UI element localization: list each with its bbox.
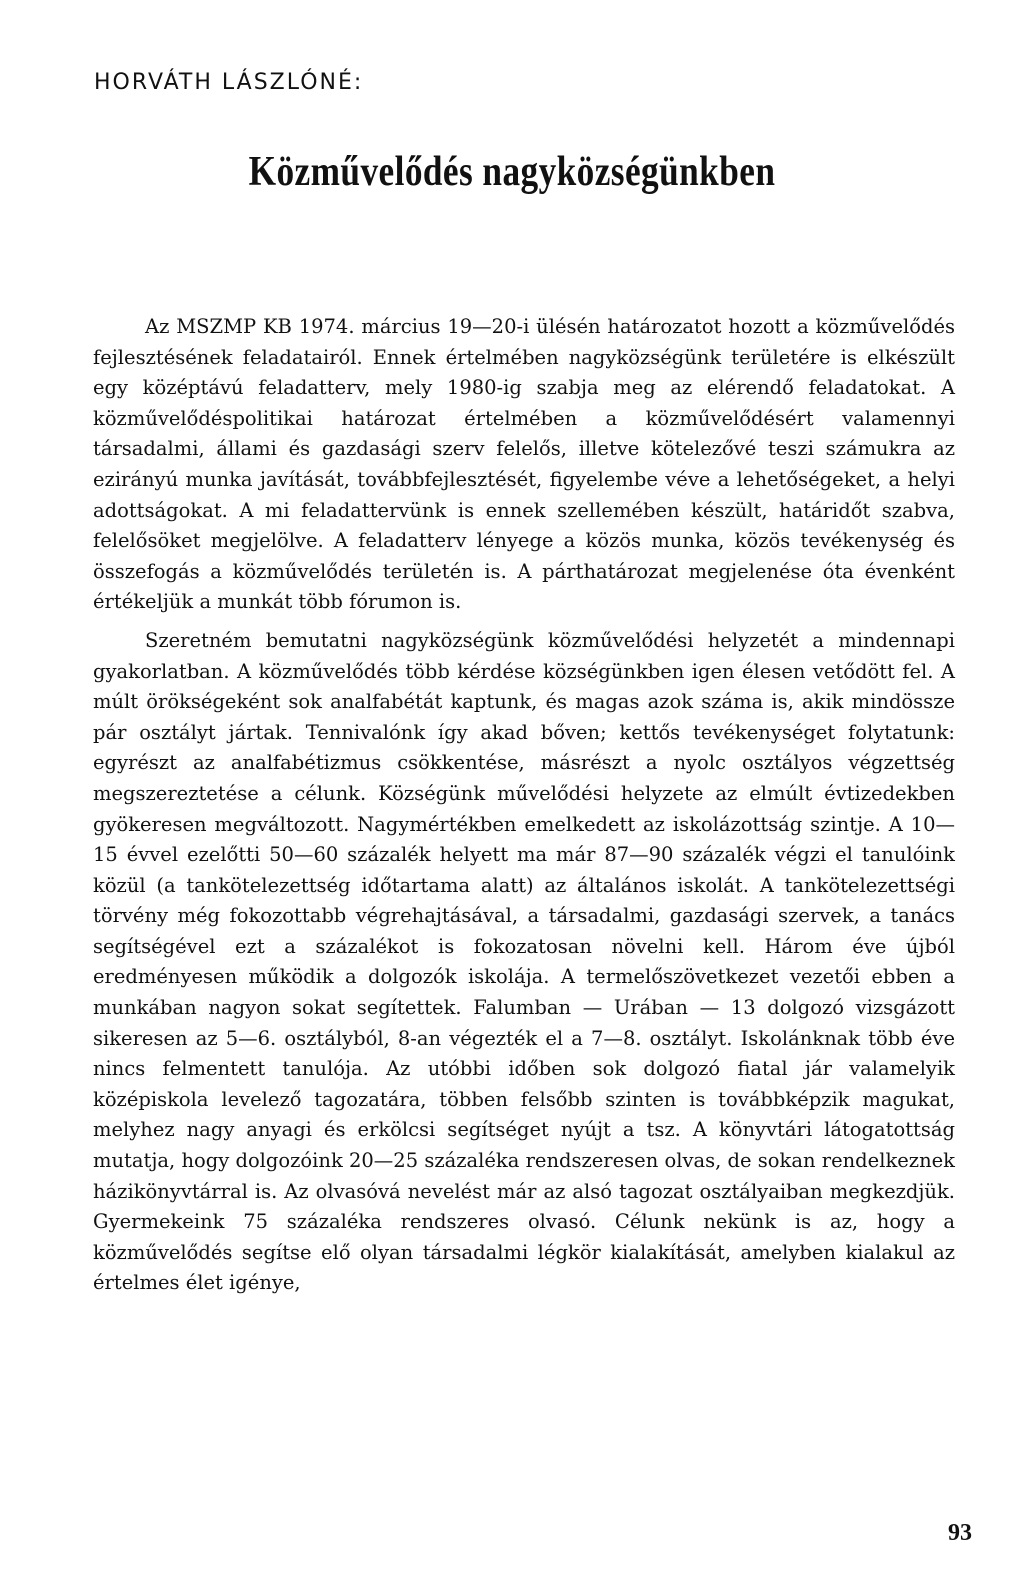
- paragraph-2: Szeretném bemutatni nagyközségünk közművelődési helyzetét a mindennapi gyakorlatban. A közművelődés több kérdése községünkben igen élesen vetődött fel. A múlt örökségeként sok analfabétát kaptunk, és magas azok száma is, akik mindössze pár osztályt jártak. Tennivalónk így akad bőven; kettős tevékenységet folytatunk: egyrészt az analfabétizmus csökkentése, másrészt a nyolc osztályos végzettség megszereztetése a célunk. Községünk művelődési helyzete az elmúlt évtizedekben gyökeresen megváltozott. Nagymértékben emelkedett az iskolázottság szintje. A 10—15 évvel ezelőtti 50—60 százalék helyett ma már 87—90 százalék végzi el tanulóink közül (a tankötelezettség időtartama alatt) az általános iskolát. A tankötelezettségi törvény még fokozottabb végrehajtásával, a társadalmi, gazdasági szervek, a tanács segítségével ezt a százalékot is fokozatosan növelni kell. Három éve újból eredményesen működik a dolgozók iskolája. A termelőszövetkezet vezetői ebben a munkában nagyon sokat segítettek. Falumban — Urában — 13 dolgozó vizsgázott sikeresen az 5—6. osztályból, 8-an végezték el a 7—8. osztályt. Iskolánknak több éve nincs felmentett tanulója. Az utóbbi időben sok dolgozó fiatal jár valamelyik középiskola levelező tagozatára, többen felsőbb szinten is továbbképzik magukat, melyhez nagy anyagi és erkölcsi segítséget nyújt a tsz. A könyvtári látogatottság mutatja, hogy dolgozóink 20—25 százaléka rendszeresen olvas, de sokan rendelkeznek házikönyvtárral is. Az olvasóvá nevelést már az alsó tagozat osztályaiban megkezdjük. Gyermekeink 75 százaléka rendszeres olvasó. Célunk nekünk is az, hogy a közművelődés segítse elő olyan társadalmi légkör kialakítását, amelyben kialakul az értelmes élet igénye,: [93, 628, 955, 1295]
- article-title: Közművelődés nagyközségünkben: [248, 149, 776, 195]
- article-body: [93, 312, 955, 1299]
- author-name: HORVÁTH LÁSZLÓNÉ:: [94, 70, 364, 95]
- paragraph-1: Az MSZMP KB 1974. március 19—20-i ülésén határozatot hozott a közművelődés fejlesztésének feladatairól. Ennek értelmében nagyközségünk területére is elkészült egy középtávú feladatterv, mely 1980-ig szabja meg az elérendő feladatokat. A közművelődéspolitikai határozat értelmében a közművelődésért valamennyi társadalmi, állami és gazdasági szerv felelős, illetve kötelezővé teszi számukra az ezirányú munka javítását, továbbfejlesztését, figyelembe véve a lehetőségeket, a helyi adottságokat. A mi feladattervünk is ennek szellemében készült, határidőt szabva, felelősöket megjelölve. A feladatterv lényege a közös munka, közös tevékenység és összefogás a közművelődés területén is. A párthatározat megjelenése óta évenként értékeljük a munkát több fórumon is.: [93, 315, 955, 614]
- page-number: 93: [948, 1520, 972, 1546]
